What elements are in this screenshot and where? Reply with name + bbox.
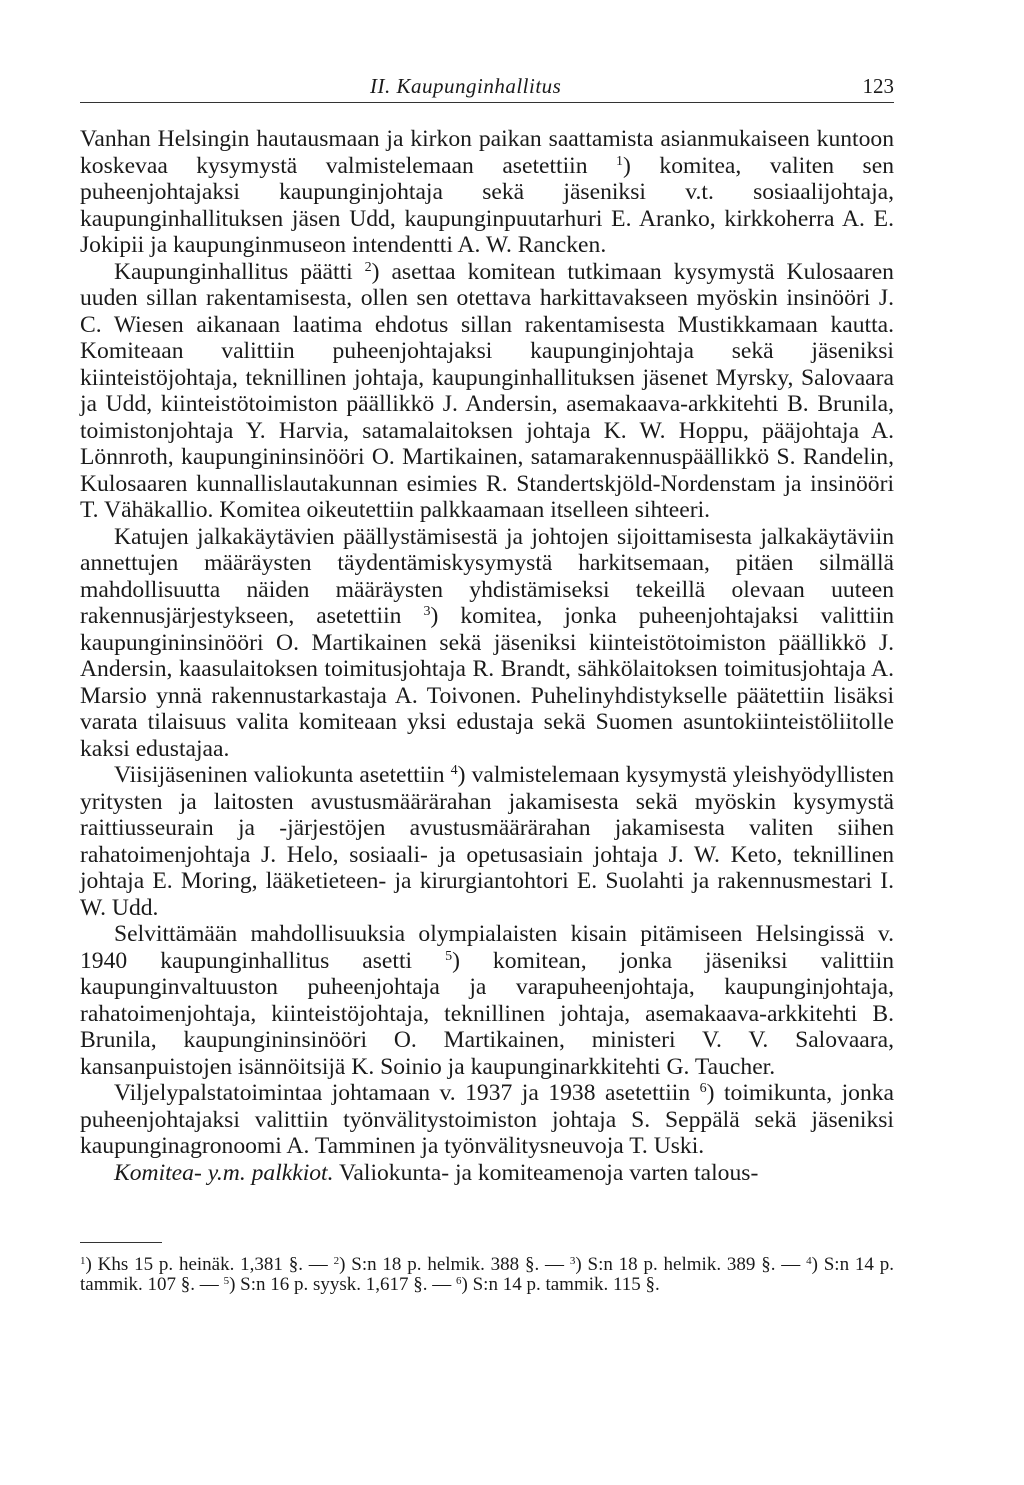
body-text [80,126,894,1186]
text-run: Vanhan Helsingin hautausmaan ja kirkon paikan saattamista asianmukaiseen kuntoon koskevaa kysymystä valmistelemaan asetettiin [80,126,894,179]
text-run: ) komitean, jonka jäseniksi valittiin kaupunginvaltuuston puheenjohtaja ja varapuheenjohtaja, kaupunginjohtaja, rahatoimenjohtaja, kiinteistöjohtaja, teknillinen johtaja, asemakaava-arkkitehti B. Brunila, kaupungininsinööri O. Martikainen, ministeri V. V. Salovaara, kansanpuistojen isännöitsijä K. Soinio ja kaupunginarkkitehti G. Taucher. [80,947,894,1080]
text-run: Valiokunta- ja komiteamenoja varten talous- [333,1159,759,1186]
footnote-ref: 2 [364,259,372,275]
text-run: Selvittämään mahdollisuuksia olympialaisten kisain pitämiseen Helsingissä v. 1940 kaupunginhallitus asetti [80,921,894,974]
page-number: 123 [862,74,894,98]
paragraph [80,259,894,524]
document-page [80,70,894,1295]
header-rule [80,102,894,103]
text-run: ) S:n 18 p. helmik. 389 §. — [575,1254,807,1275]
text-run: Viljelypalstatoimintaa johtamaan v. 1937 ja 1938 asetettiin [114,1080,700,1106]
paragraph [80,524,894,763]
paragraph [80,1160,894,1187]
text-run: ) Khs 15 p. heinäk. 1,381 §. — [85,1254,334,1275]
text-run: ) toimikunta, jonka puheenjohtajaksi valittiin työnvälitystoimiston johtaja S. Seppälä sekä jäseniksi kaupunginagronoomi A. Tamminen ja työnvälitysneuvoja T. Uski. [80,1080,895,1159]
paragraph [80,1080,894,1160]
text-run: ) valmistelemaan kysymystä yleishyödyllisten yritysten ja laitosten avustusmäärärahan jakamisesta sekä myöskin kysymystä raittiusseurain ja -järjestöjen avustusmäärärahan jakamisesta valiten siihen rahatoimenjohtaja J. Helo, sosiaali- ja opetusasiain johtaja J. W. Keto, teknillinen johtaja E. Moring, lääketieteen- ja kirurgiantohtori E. Suolahti ja rakennusmestari I. W. Udd. [80,762,895,921]
footnote-ref: 1 [80,1255,86,1267]
footnote-ref: 3 [423,604,431,619]
chapter-title: II. Kaupunginhallitus [370,74,562,98]
text-run: Viisijäseninen valiokunta asetettiin [114,762,451,788]
footnote-ref: 2 [333,1255,340,1267]
footnote-rule [80,1242,162,1243]
running-header [80,70,894,104]
text-run: ) S:n 14 p. tammik. 107 §. — [80,1254,894,1295]
text-run: ) S:n 18 p. helmik. 388 §. — [339,1254,570,1275]
text-run: ) komitea, jonka puheenjohtajaksi valittiin kaupungininsinööri O. Martikainen sekä jäseniksi kiinteistötoimiston päällikkö J. Andersin, kaasulaitoksen toimitusjohtaja R. Brandt, sähkölaitoksen toimitusjohtaja A. Marsio ynnä rakennustarkastaja A. Toivonen. Puhelinyhdistykselle päätettiin lisäksi varata tilaisuus valita komiteaan yksi edustaja sekä Suomen asuntokiinteistöliitolle kaksi edustajaa. [80,603,894,762]
footnote-ref: 4 [450,763,458,778]
text-run: Kaupunginhallitus päätti [114,258,365,285]
paragraph [80,762,894,921]
footnote-ref: 4 [806,1255,812,1267]
text-run: Katujen jalkakäytävien päällystämisestä ja johtojen sijoittamisesta jalkakäytäviin annettujen määräysten täydentämiskysymystä harkitsemaan, pitäen silmällä mahdollisuutta näiden määräysten yhdistämiseksi tekeillä olevaan uuteen rakennusjärjestykseen, asetettiin [80,523,894,629]
footnote-ref: 5 [445,948,453,964]
footnotes [80,1255,894,1295]
text-run: ) asettaa komitean tutkimaan kysymystä Kulosaaren uuden sillan rakentamisesta, ollen sen otettava harkittavakseen myöskin insinööri J. C. Wiesen aikanaan laatima ehdotus sillan rakentamisesta Mustikkamaan kautta. Komiteaan valittiin puheenjohtajaksi kaupunginjohtaja sekä jäseniksi kiinteistöjohtaja, teknillinen johtaja, kaupunginhallituksen jäsenet Myrsky, Salovaara ja Udd, kiinteistötoimiston päällikkö J. Andersin, asemakaava-arkkitehti B. Brunila, toimistonjohtaja Y. Harvia, satamalaitoksen johtaja K. W. Hoppu, pääjohtaja A. Lönnroth, kaupungininsinööri O. Martikainen, satamarakennuspäällikkö S. Randelin, Kulosaaren kunnallislautakunnan esimies R. Standertskjöld-Nordenstam ja insinööri T. Vähäkallio. Komitea oikeutettiin palkkaamaan itselleen sihteeri. [80,258,894,523]
section-heading: Komitea- y.m. palkkiot. [114,1159,334,1186]
paragraph [80,126,894,259]
text-run: ) komitea, valiten sen puheenjohtajaksi kaupunginjohtaja sekä jäseniksi v.t. sosiaalijohtaja, kaupunginhallituksen jäsen Udd, kaupunginpuutarhuri E. Aranko, kirkkoherra A. E. Jokipii ja kaupunginmuseon intendentti A. W. Rancken. [80,152,894,258]
text-run: ) S:n 14 p. tammik. 115 §. [461,1274,660,1295]
text-run: ) S:n 16 p. syysk. 1,617 §. — [229,1274,457,1295]
footnote-ref: 6 [456,1275,462,1287]
footnote-ref: 5 [223,1275,230,1287]
footnote-ref: 1 [616,153,624,169]
footnote-ref: 6 [699,1081,707,1096]
paragraph [80,921,894,1080]
footnote-ref: 3 [569,1255,576,1267]
